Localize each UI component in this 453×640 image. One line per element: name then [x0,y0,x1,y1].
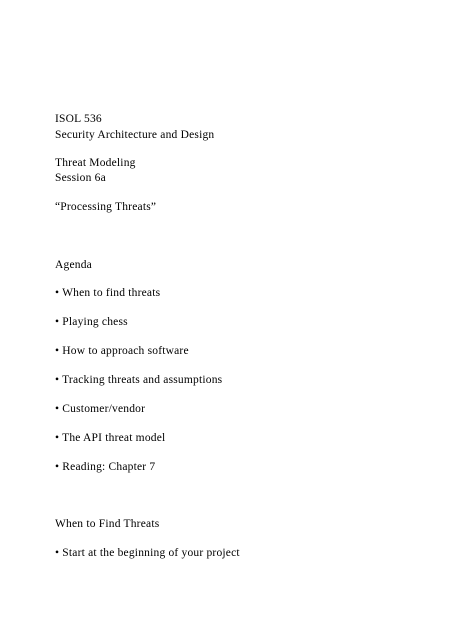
subtitle: “Processing Threats” [55,201,157,213]
agenda-item: • The API threat model [55,432,166,444]
agenda-item: • Playing chess [55,316,128,328]
course-code: ISOL 536 [55,113,102,125]
session-label: Session 6a [55,172,106,184]
section-item: • Start at the beginning of your project [55,547,240,559]
section-heading: When to Find Threats [55,518,160,530]
topic-title: Threat Modeling [55,157,136,169]
agenda-item: • When to find threats [55,287,161,299]
agenda-heading: Agenda [55,259,92,271]
agenda-item: • Customer/vendor [55,403,146,415]
agenda-item: • Reading: Chapter 7 [55,461,156,473]
agenda-item: • Tracking threats and assumptions [55,374,223,386]
course-title: Security Architecture and Design [55,129,215,141]
agenda-item: • How to approach software [55,345,189,357]
